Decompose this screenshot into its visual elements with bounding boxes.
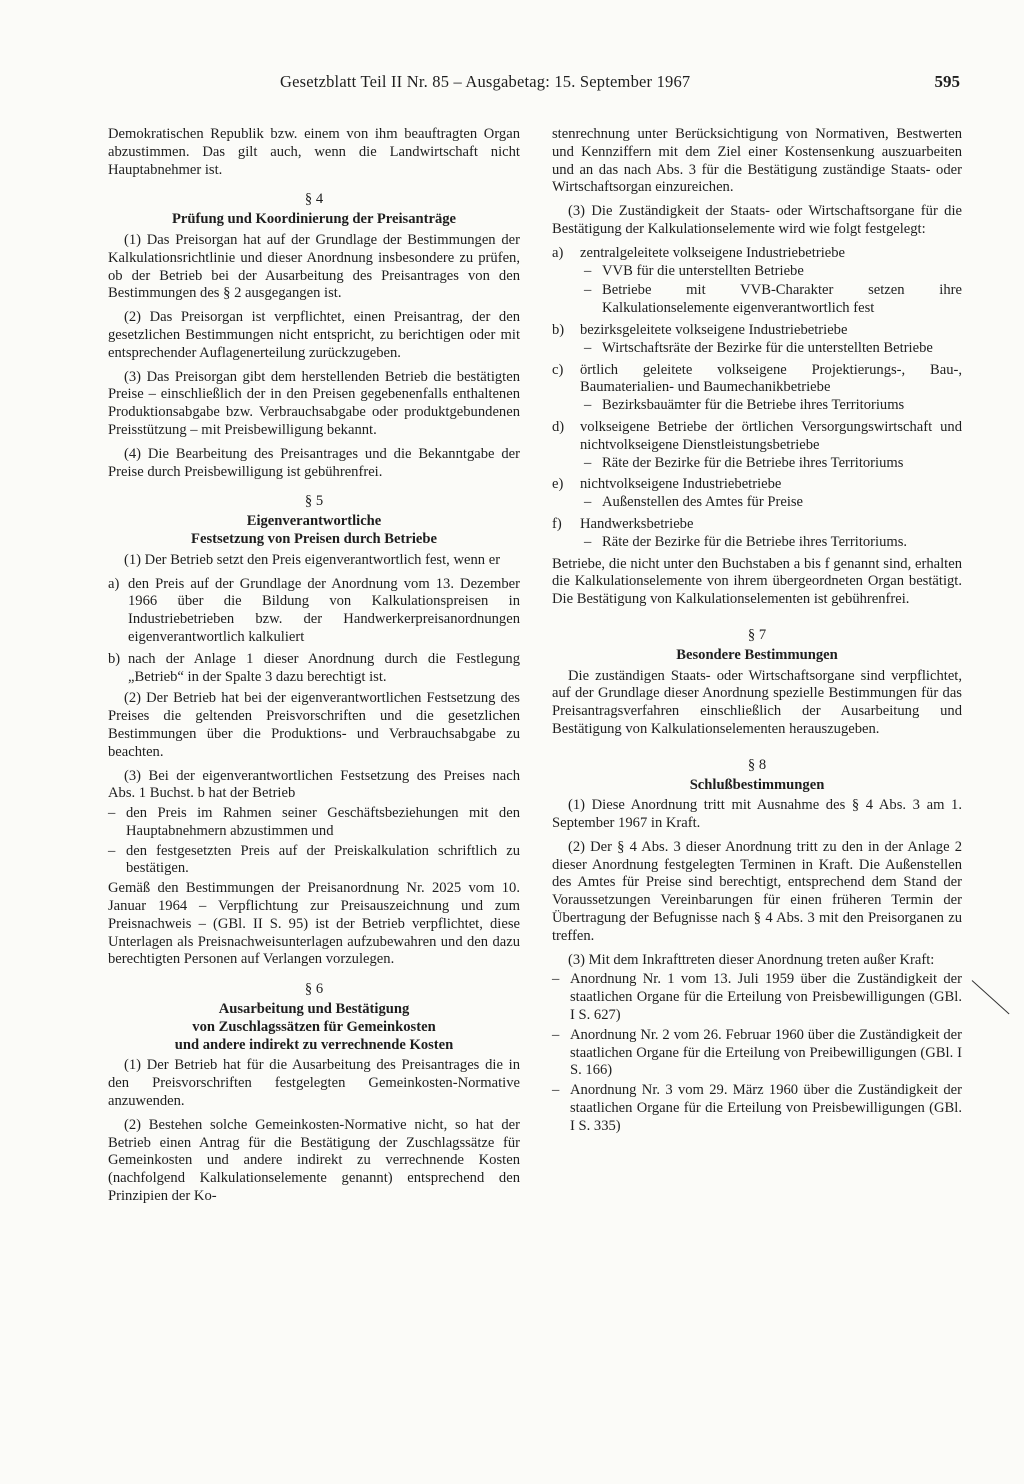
- section-4-para-4: (4) Die Bearbeitung des Preisantrages und die Bekanntgabe der Preise durch Preisbewilligung ist gebührenfrei.: [108, 445, 520, 480]
- authority-item-b: [552, 322, 962, 358]
- item-text: den Preis auf der Grundlage der Anordnung vom 13. Dezember 1966 über die Bildung von Kalkulationspreisen in Industriebetrieben bzw. der Handwerkerpreisanordnungen eigenverantwortlich kalkuliert: [128, 575, 520, 645]
- authority-dash: [584, 397, 962, 415]
- authority-dash: [584, 534, 962, 552]
- section-4-para-3: (3) Das Preisorgan gibt dem herstellenden Betrieb die bestätigten Preise – einschließlich der in den Preisen gegebenenfalls enthaltenen Produktionsabgabe bzw. Verbrauchsabgabe oder produktgebundenen Preisstützung – mit Preisbewilligung bekannt.: [108, 368, 520, 438]
- section-5-number: § 5: [304, 493, 324, 510]
- section-5-para-2: (2) Der Betrieb hat bei der eigenverantwortlichen Festsetzung des Preises die geltenden Preisvorschriften und die gesetzlichen Bestimmungen über die Produktions- und Verbrauchsabgabe zu beachten.: [108, 690, 520, 760]
- dash-text: Anordnung Nr. 1 vom 13. Juli 1959 über die Zuständigkeit der staatlichen Organe für die Erteilung von Preisbewilligungen (GBl. I S. 627): [570, 971, 962, 1024]
- item-label: a): [552, 244, 564, 261]
- dash-text: Wirtschaftsräte der Bezirke für die unterstellten Betriebe: [602, 339, 933, 356]
- section-8-number: § 8: [747, 756, 767, 773]
- section-6-title-line-1: Ausarbeitung und Bestätigung: [218, 1001, 410, 1018]
- item-label: f): [552, 515, 562, 532]
- authority-item-c: [552, 362, 962, 415]
- page-header: [280, 72, 960, 102]
- dash-mark: –: [584, 262, 592, 279]
- repealed-item-2: [552, 1027, 962, 1080]
- section-6-closing-paragraph: Betriebe, die nicht unter den Buchstaben a bis f genannt sind, erhalten die Kalkulationselemente von ihrem übergeordneten Organ bestätigt. Die Bestätigung von Kalkulationselementen ist gebührenfrei.: [552, 555, 962, 608]
- authority-dash: [584, 455, 962, 473]
- section-4-number: § 4: [304, 191, 324, 208]
- authority-dash: [584, 494, 962, 512]
- item-label: a): [108, 575, 120, 592]
- section-4-para-2: (2) Das Preisorgan ist verpflichtet, einen Preisantrag, der den gesetzlichen Bestimmungen nicht entspricht, zu berichtigen oder mit entsprechender Auflagenerteilung zurückzugeben.: [108, 309, 520, 361]
- section-6-continuation: stenrechnung unter Berücksichtigung von Normativen, Bestwerten und Kennziffern mit dem Ziel einer Kostensenkung auszuarbeiten und an das nach Abs. 3 für die Bestätigung zuständige Staats- oder Wirtschaftsorgan einzureichen.: [552, 126, 962, 196]
- dash-mark: –: [108, 805, 116, 822]
- dash-text: den Preis im Rahmen seiner Geschäftsbeziehungen mit den Hauptabnehmern abzustimmen und: [126, 805, 520, 839]
- item-label: d): [552, 418, 565, 435]
- dash-mark: –: [584, 282, 592, 299]
- section-5-dash-1: [108, 805, 520, 841]
- item-label: b): [552, 321, 565, 338]
- item-label: c): [552, 361, 564, 378]
- running-title: Gesetzblatt Teil II Nr. 85 – Ausgabetag: 15. September 1967: [280, 72, 691, 91]
- section-7-title: Besondere Bestimmungen: [676, 646, 838, 663]
- section-5-dash-2: [108, 843, 520, 879]
- section-5-para-4: Gemäß den Bestimmungen der Preisanordnung Nr. 2025 vom 10. Januar 1964 – Verpflichtung zur Preisauszeichnung und zum Preisnachweis – (GBl. II S. 95) ist der Betrieb verpflichtet, diese Unterlagen als Preisnachweisunterlagen aufzubewahren und den dazu berechtigten Personen auf Verlangen vorzulegen.: [108, 880, 520, 968]
- section-8-para-1: (1) Diese Anordnung tritt mit Ausnahme des § 4 Abs. 3 am 1. September 1967 in Kraft.: [552, 797, 962, 832]
- authority-item-f: [552, 516, 962, 552]
- dash-mark: –: [584, 494, 592, 511]
- section-4-para-1: (1) Das Preisorgan hat auf der Grundlage der Bestimmungen der Kalkulationsrichtlinie und dieser Anordnung insbesondere zu prüfen, ob der Betrieb bei der Ausarbeitung des Preisantrages von den Bestimmungen des § 2 ausgegangen ist.: [108, 231, 520, 302]
- section-7-number: § 7: [747, 626, 767, 643]
- item-text: bezirksgeleitete volkseigene Industriebetriebe: [580, 321, 848, 338]
- section-5-para-3: (3) Bei der eigenverantwortlichen Festsetzung des Preises nach Abs. 1 Buchst. b hat der Betrieb: [108, 767, 520, 802]
- section-8-para-2: (2) Der § 4 Abs. 3 dieser Anordnung tritt zu den in der Anlage 2 dieser Anordnung festgelegten Terminen in Kraft. Die Außenstellen des Amtes für Preise sind berechtigt, entsprechend dem Stand der Voraussetzungen Vereinbarungen für einen früheren Termin der Übertragung der Befugnisse nach § 4 Abs. 3 mit den Preisorganen zu treffen.: [552, 838, 962, 944]
- dash-text: VVB für die unterstellten Betriebe: [602, 262, 804, 279]
- item-text: örtlich geleitete volkseigene Projektierungs-, Bau-, Baumaterialien- und Baumechanikbetriebe: [580, 361, 962, 396]
- item-text: zentralgeleitete volkseigene Industriebetriebe: [580, 244, 845, 261]
- margin-pen-mark: [972, 980, 1010, 1014]
- dash-text: Räte der Bezirke für die Betriebe ihres Territoriums: [602, 454, 904, 471]
- item-text: Handwerksbetriebe: [580, 515, 694, 532]
- right-column: [552, 126, 962, 1138]
- section-6-para-1: (1) Der Betrieb hat für die Ausarbeitung des Preisantrages die in den Preisvorschriften festgelegten Gemeinkosten-Normative anzuwenden.: [108, 1057, 520, 1110]
- page-number: 595: [934, 72, 960, 91]
- section-8-para-3: (3) Mit dem Inkrafttreten dieser Anordnung treten außer Kraft:: [568, 951, 935, 968]
- repealed-item-3: [552, 1082, 962, 1135]
- item-text: nichtvolkseigene Industriebetriebe: [580, 476, 782, 493]
- section-6-para-3: (3) Die Zuständigkeit der Staats- oder Wirtschaftsorgane für die Bestätigung der Kalkulationselemente wird wie folgt festgelegt:: [552, 203, 962, 237]
- dash-mark: –: [584, 397, 592, 414]
- section-6-para-2: (2) Bestehen solche Gemeinkosten-Normative nicht, so hat der Betrieb einen Antrag für die Bestätigung der Zuschlagssätze für Gemeinkosten und andere indirekt zu verrechnende Kosten (nachfolgend Kalkulationselemente genannt) entsprechend den Prinzipien der Ko-: [108, 1116, 520, 1205]
- dash-mark: –: [552, 1026, 560, 1043]
- section-5-item-b: [108, 651, 520, 687]
- section-5-item-a: [108, 576, 520, 647]
- item-text: volkseigene Betriebe der örtlichen Versorgungswirtschaft und nichtvolkseigene Dienstleistungsbetriebe: [580, 418, 962, 453]
- section-8-title: Schlußbestimmungen: [689, 776, 825, 793]
- authority-item-d: [552, 419, 962, 472]
- section-6-number: § 6: [304, 981, 324, 998]
- authority-item-a: [552, 245, 962, 318]
- dash-text: den festgesetzten Preis auf der Preiskalkulation schriftlich zu bestätigen.: [126, 842, 520, 877]
- section-5-para-1: (1) Der Betrieb setzt den Preis eigenverantwortlich fest, wenn er: [124, 551, 501, 568]
- section-5-title-line-2: Festsetzung von Preisen durch Betriebe: [191, 530, 437, 547]
- section-4-title: Prüfung und Koordinierung der Preisanträge: [171, 211, 457, 228]
- section-6-title-line-2: von Zuschlagssätzen für Gemeinkosten: [192, 1018, 436, 1035]
- authority-dash: [584, 340, 962, 358]
- section-7-paragraph: Die zuständigen Staats- oder Wirtschaftsorgane sind verpflichtet, auf der Grundlage dieser Anordnung spezielle Bestimmungen für das Preisantragsverfahren einschließlich der Ausarbeitung und Bestätigung von Kalkulationselementen herauszugeben.: [552, 667, 962, 737]
- dash-text: Betriebe mit VVB-Charakter setzen ihre Kalkulationselemente eigenverantwortlich fest: [602, 282, 962, 317]
- repealed-item-1: [552, 971, 962, 1024]
- dash-mark: –: [584, 339, 592, 356]
- authority-dash: [584, 263, 962, 281]
- dash-text: Bezirksbauämter für die Betriebe ihres Territoriums: [602, 397, 905, 414]
- dash-mark: –: [552, 971, 560, 988]
- dash-text: Anordnung Nr. 2 vom 26. Februar 1960 über die Zuständigkeit der staatlichen Organe für die Erteilung von Preibewilligungen (GBl. I S. 166): [570, 1026, 962, 1079]
- left-column: [108, 126, 520, 1212]
- section-6-title-line-3: und andere indirekt zu verrechnende Kosten: [174, 1036, 454, 1053]
- dash-text: Außenstellen des Amtes für Preise: [602, 494, 804, 511]
- authority-dash: [584, 282, 962, 318]
- intro-paragraph: Demokratischen Republik bzw. einem von ihm beauftragten Organ abzustimmen. Das gilt auch, wenn die Landwirtschaft nicht Hauptabnehmer ist.: [108, 126, 520, 178]
- authority-item-e: [552, 476, 962, 512]
- item-label: b): [108, 650, 121, 667]
- dash-mark: –: [584, 533, 592, 550]
- item-text: nach der Anlage 1 dieser Anordnung durch die Festlegung „Betrieb“ in der Spalte 3 dazu berechtigt ist.: [128, 650, 520, 685]
- dash-mark: –: [584, 454, 592, 471]
- section-5-title-line-1: Eigenverantwortliche: [246, 513, 382, 530]
- dash-text: Räte der Bezirke für die Betriebe ihres Territoriums.: [602, 533, 908, 550]
- dash-mark: –: [108, 842, 116, 859]
- item-label: e): [552, 476, 564, 493]
- dash-mark: –: [552, 1082, 560, 1099]
- dash-text: Anordnung Nr. 3 vom 29. März 1960 über die Zuständigkeit der staatlichen Organe für die Erteilung von Preisbewilligungen (GBl. I S. 335): [570, 1082, 962, 1134]
